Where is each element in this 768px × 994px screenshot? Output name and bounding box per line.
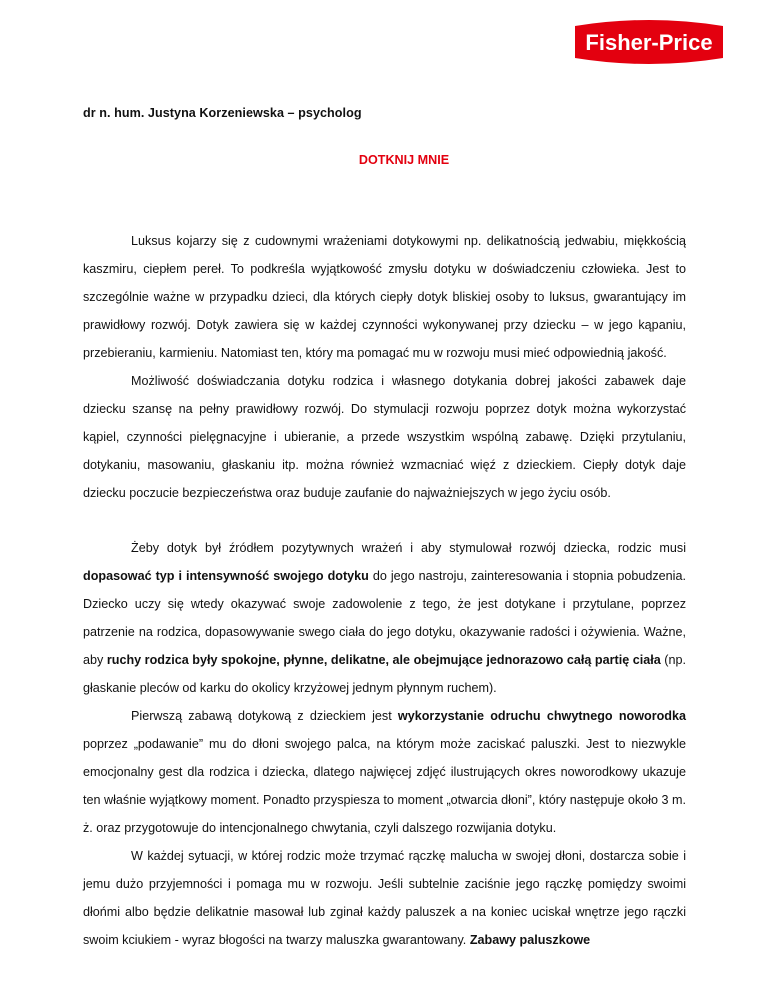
text-run: Pierwszą zabawą dotykową z dzieckiem jest bbox=[131, 709, 398, 723]
article-title: DOTKNIJ MNIE bbox=[358, 153, 450, 167]
article-body bbox=[83, 227, 686, 954]
text-run: Możliwość doświadczania dotyku rodzica i własnego dotykania dobrej jakości zabawek daje dziecku szansę na pełny prawidłowy rozwój. Do stymulacji rozwoju poprzez dotyk można wykorzystać kąpiel, czynności pielęgnacyjne i ubieranie, a przede wszystkim wspólną zabawę. Dzięki przytulaniu, dotykaniu, masowaniu, głaskaniu itp. można również wzmacniać więź z dzieckiem. Ciepły dotyk daje dziecku poczucie bezpieczeństwa oraz buduje zaufanie do najważniejszych w jego życiu osób. bbox=[83, 374, 686, 500]
bold-phrase: Zabawy paluszkowe bbox=[469, 933, 591, 947]
fisher-price-logo bbox=[571, 16, 727, 68]
text-run: W każdej sytuacji, w której rodzic może trzymać rączkę malucha w swojej dłoni, dostarcza sobie i jemu dużo przyjemności i pomaga mu w rozwoju. Jeśli subtelnie zaciśnie jego rączkę pomiędzy swoimi dłońmi albo będzie delikatnie masował lub zginał każdy paluszek a na koniec uciskał wnętrze jego rączki swoim kciukiem - wyraz błogości na twarzy maluszka gwarantowany. bbox=[83, 849, 686, 947]
text-run: Żeby dotyk był źródłem pozytywnych wrażeń i aby stymulował rozwój dziecka, rodzic musi bbox=[131, 541, 686, 555]
text-run: do jego nastroju, zainteresowania i stopnia pobudzenia. Dziecko uczy się wtedy okazywać swoje zadowolenie z tego, że jest dotykane i przytulane, poprzez patrzenie na rodzica, dopasowywanie swego ciała do jego dotyku, okazywanie radości i ożywienia. Ważne, aby bbox=[83, 569, 686, 667]
body-paragraph bbox=[83, 227, 686, 367]
text-run: poprzez „podawanie” mu do dłoni swojego palca, na którym może zaciskać paluszki. Jest to niezwykle emocjonalny gest dla rodzica i dziecka, dlatego najwięcej zdjęć ilustrujących okres noworodkowy ukazuje ten właśnie wyjątkowy moment. Ponadto przyspiesza to moment „otwarcia dłoni”, który następuje około 3 m. ż. oraz przygotowuje do intencjonalnego chwytania, czyli dalszego rozwijania dotyku. bbox=[83, 737, 686, 835]
body-paragraph bbox=[83, 367, 686, 507]
body-paragraph bbox=[83, 534, 686, 702]
text-run: Luksus kojarzy się z cudownymi wrażeniami dotykowymi np. delikatnością jedwabiu, miękkością kaszmiru, ciepłem pereł. To podkreśla wyjątkowość zmysłu dotyku w doświadczeniu człowieka. Jest to szczególnie ważne w przypadku dzieci, dla których ciepły dotyk bliskiej osoby to luksus, gwarantujący im prawidłowy rozwój. Dotyk zawiera się w każdej czynności wykonywanej przy dziecku – w jego kąpaniu, przebieraniu, karmieniu. Natomiast ten, który ma pomagać mu w rozwoju musi mieć odpowiednią jakość. bbox=[83, 234, 686, 360]
bold-phrase: ruchy rodzica były spokojne, płynne, delikatne, ale obejmujące jednorazowo całą partię ciała bbox=[106, 653, 661, 667]
body-paragraph bbox=[83, 842, 686, 954]
fisher-price-logo-graphic bbox=[571, 16, 727, 68]
author-line: dr n. hum. Justyna Korzeniewska – psycholog bbox=[83, 106, 362, 120]
logo-text: Fisher-Price bbox=[585, 30, 713, 55]
bold-phrase: wykorzystanie odruchu chwytnego noworodka bbox=[397, 709, 686, 723]
bold-phrase: dopasować typ i intensywność swojego dotyku bbox=[83, 569, 369, 583]
text-run: (np. głaskanie pleców od karku do okolicy krzyżowej jednym płynnym ruchem). bbox=[83, 653, 687, 695]
body-paragraph bbox=[83, 702, 686, 842]
